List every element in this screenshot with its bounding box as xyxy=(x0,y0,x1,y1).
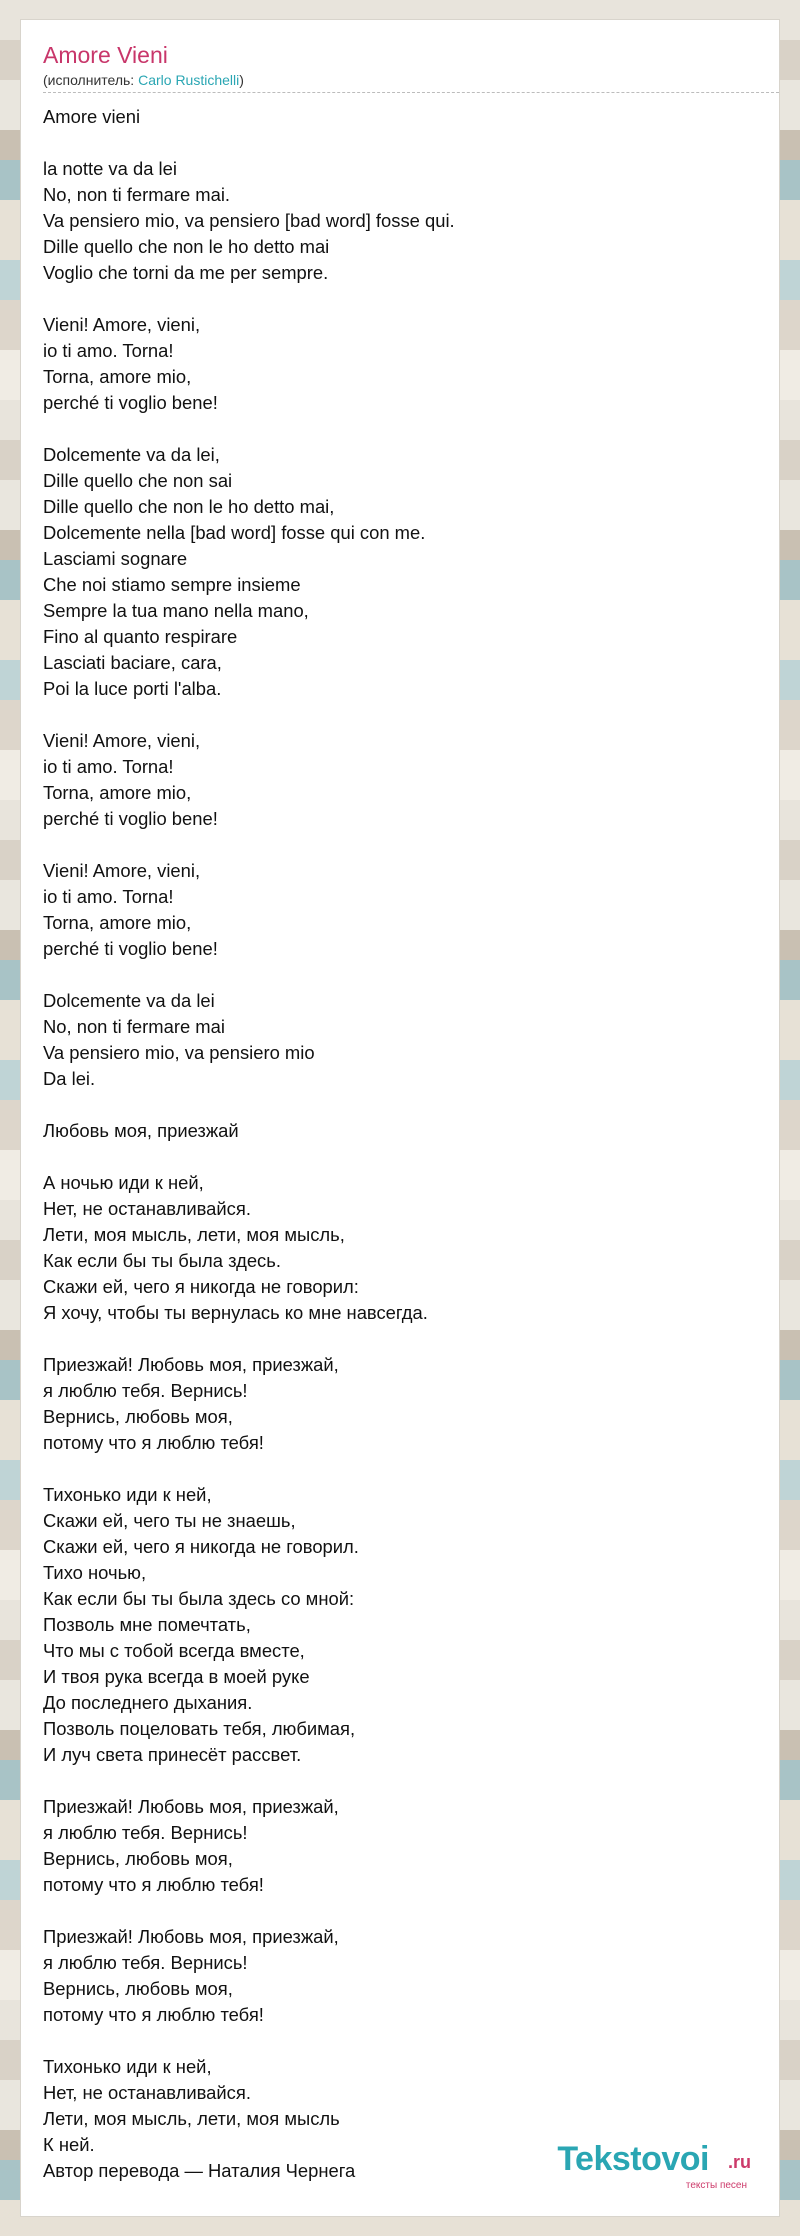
lyric-line: я люблю тебя. Вернись! xyxy=(43,1380,248,1401)
lyric-line: Что мы с тобой всегда вместе, xyxy=(43,1640,305,1661)
lyric-line: Dolcemente va da lei xyxy=(43,990,215,1011)
performer-line xyxy=(43,72,244,88)
lyric-line: И луч света принесёт рассвет. xyxy=(43,1744,302,1765)
lyric-line: Vieni! Amore, vieni, xyxy=(43,314,201,335)
lyric-blank-line xyxy=(43,1326,763,1352)
lyric-line: Da lei. xyxy=(43,1068,96,1089)
lyric-line: Приезжай! Любовь моя, приезжай, xyxy=(43,1926,339,1947)
lyric-line: Тихонько иди к ней, xyxy=(43,1484,212,1505)
lyric-blank-line xyxy=(43,1898,763,1924)
logo-domain: .ru xyxy=(727,2152,751,2172)
song-title: Amore Vieni xyxy=(43,42,168,68)
lyric-line: Fino al quanto respirare xyxy=(43,626,238,647)
lyric-blank-line xyxy=(43,1456,763,1482)
lyric-line: Как если бы ты была здесь со мной: xyxy=(43,1588,355,1609)
lyric-blank-line xyxy=(43,962,763,988)
lyric-line: Lasciami sognare xyxy=(43,548,188,569)
lyric-line: Va pensiero mio, va pensiero [bad word] fosse qui. xyxy=(43,210,455,231)
lyric-line: Dolcemente va da lei, xyxy=(43,444,220,465)
lyric-line: Sempre la tua mano nella mano, xyxy=(43,600,309,621)
lyric-blank-line xyxy=(43,416,763,442)
lyric-line: потому что я люблю тебя! xyxy=(43,1874,264,1895)
lyric-line: Как если бы ты была здесь. xyxy=(43,1250,281,1271)
lyric-line: io ti amo. Torna! xyxy=(43,886,174,907)
lyric-line: Dille quello che non le ho detto mai, xyxy=(43,496,335,517)
lyric-line: Автор перевода — Наталия Чернега xyxy=(43,2160,356,2181)
lyric-line: Poi la luce porti l'alba. xyxy=(43,678,222,699)
lyric-line: Voglio che torni da me per sempre. xyxy=(43,262,329,283)
lyric-line: Любовь моя, приезжай xyxy=(43,1120,239,1141)
lyric-line: io ti amo. Torna! xyxy=(43,756,174,777)
lyric-line: Нет, не останавливайся. xyxy=(43,1198,251,1219)
lyric-line: Позволь поцеловать тебя, любимая, xyxy=(43,1718,356,1739)
title-divider xyxy=(43,92,779,93)
lyric-line: io ti amo. Torna! xyxy=(43,340,174,361)
lyric-line: До последнего дыхания. xyxy=(43,1692,253,1713)
lyric-blank-line xyxy=(43,1092,763,1118)
lyric-line: Dille quello che non sai xyxy=(43,470,233,491)
lyric-line: perché ti voglio bene! xyxy=(43,808,218,829)
lyric-line: Позволь мне помечтать, xyxy=(43,1614,251,1635)
performer-link[interactable]: Carlo Rustichelli xyxy=(138,72,240,88)
lyric-blank-line xyxy=(43,2028,763,2054)
lyric-line: la notte va da lei xyxy=(43,158,177,179)
lyric-line: Lasciati baciare, cara, xyxy=(43,652,222,673)
lyric-line: Тихо ночью, xyxy=(43,1562,147,1583)
lyric-line: Скажи ей, чего ты не знаешь, xyxy=(43,1510,296,1531)
lyric-line: Вернись, любовь моя, xyxy=(43,1406,233,1427)
performer-suffix: ) xyxy=(239,72,244,88)
site-logo[interactable] xyxy=(551,2140,751,2190)
lyric-line: Vieni! Amore, vieni, xyxy=(43,730,201,751)
lyric-line: Torna, amore mio, xyxy=(43,366,192,387)
lyric-line: Я хочу, чтобы ты вернулась ко мне навсегда. xyxy=(43,1302,428,1323)
lyric-line: Dille quello che non le ho detto mai xyxy=(43,236,330,257)
performer-prefix: (исполнитель: xyxy=(43,72,139,88)
lyric-line: No, non ti fermare mai xyxy=(43,1016,225,1037)
lyric-line: потому что я люблю тебя! xyxy=(43,1432,264,1453)
lyric-line: Va pensiero mio, va pensiero mio xyxy=(43,1042,315,1063)
lyric-line: Amore vieni xyxy=(43,106,141,127)
lyric-line: И твоя рука всегда в моей руке xyxy=(43,1666,310,1687)
lyrics-text xyxy=(43,104,763,2184)
lyric-line: потому что я люблю тебя! xyxy=(43,2004,264,2025)
lyric-blank-line xyxy=(43,1144,763,1170)
lyric-line: Скажи ей, чего я никогда не говорил: xyxy=(43,1276,359,1297)
lyric-line: К ней. xyxy=(43,2134,95,2155)
lyric-line: я люблю тебя. Вернись! xyxy=(43,1952,248,1973)
lyric-line: Приезжай! Любовь моя, приезжай, xyxy=(43,1354,339,1375)
lyrics-card xyxy=(21,20,779,2216)
lyric-line: Лети, моя мысль, лети, моя мысль, xyxy=(43,1224,345,1245)
lyric-blank-line xyxy=(43,832,763,858)
lyric-line: Vieni! Amore, vieni, xyxy=(43,860,201,881)
logo-tagline: тексты песен xyxy=(685,2180,747,2191)
lyric-line: perché ti voglio bene! xyxy=(43,938,218,959)
lyric-line: Лети, моя мысль, лети, моя мысль xyxy=(43,2108,340,2129)
logo-wordmark: Tekstovoi xyxy=(557,2140,709,2178)
lyric-line: Приезжай! Любовь моя, приезжай, xyxy=(43,1796,339,1817)
lyric-line: Torna, amore mio, xyxy=(43,782,192,803)
lyric-blank-line xyxy=(43,1768,763,1794)
lyric-line: Тихонько иди к ней, xyxy=(43,2056,212,2077)
lyric-line: Dolcemente nella [bad word] fosse qui con me. xyxy=(43,522,426,543)
lyric-blank-line xyxy=(43,702,763,728)
lyric-line: Скажи ей, чего я никогда не говорил. xyxy=(43,1536,359,1557)
lyric-line: А ночью иди к ней, xyxy=(43,1172,204,1193)
lyric-line: Вернись, любовь моя, xyxy=(43,1848,233,1869)
lyric-blank-line xyxy=(43,130,763,156)
lyric-line: Нет, не останавливайся. xyxy=(43,2082,251,2103)
lyric-line: No, non ti fermare mai. xyxy=(43,184,231,205)
lyric-line: Che noi stiamo sempre insieme xyxy=(43,574,301,595)
lyric-line: Вернись, любовь моя, xyxy=(43,1978,233,1999)
lyric-blank-line xyxy=(43,286,763,312)
lyric-line: perché ti voglio bene! xyxy=(43,392,218,413)
lyric-line: я люблю тебя. Вернись! xyxy=(43,1822,248,1843)
lyric-line: Torna, amore mio, xyxy=(43,912,192,933)
